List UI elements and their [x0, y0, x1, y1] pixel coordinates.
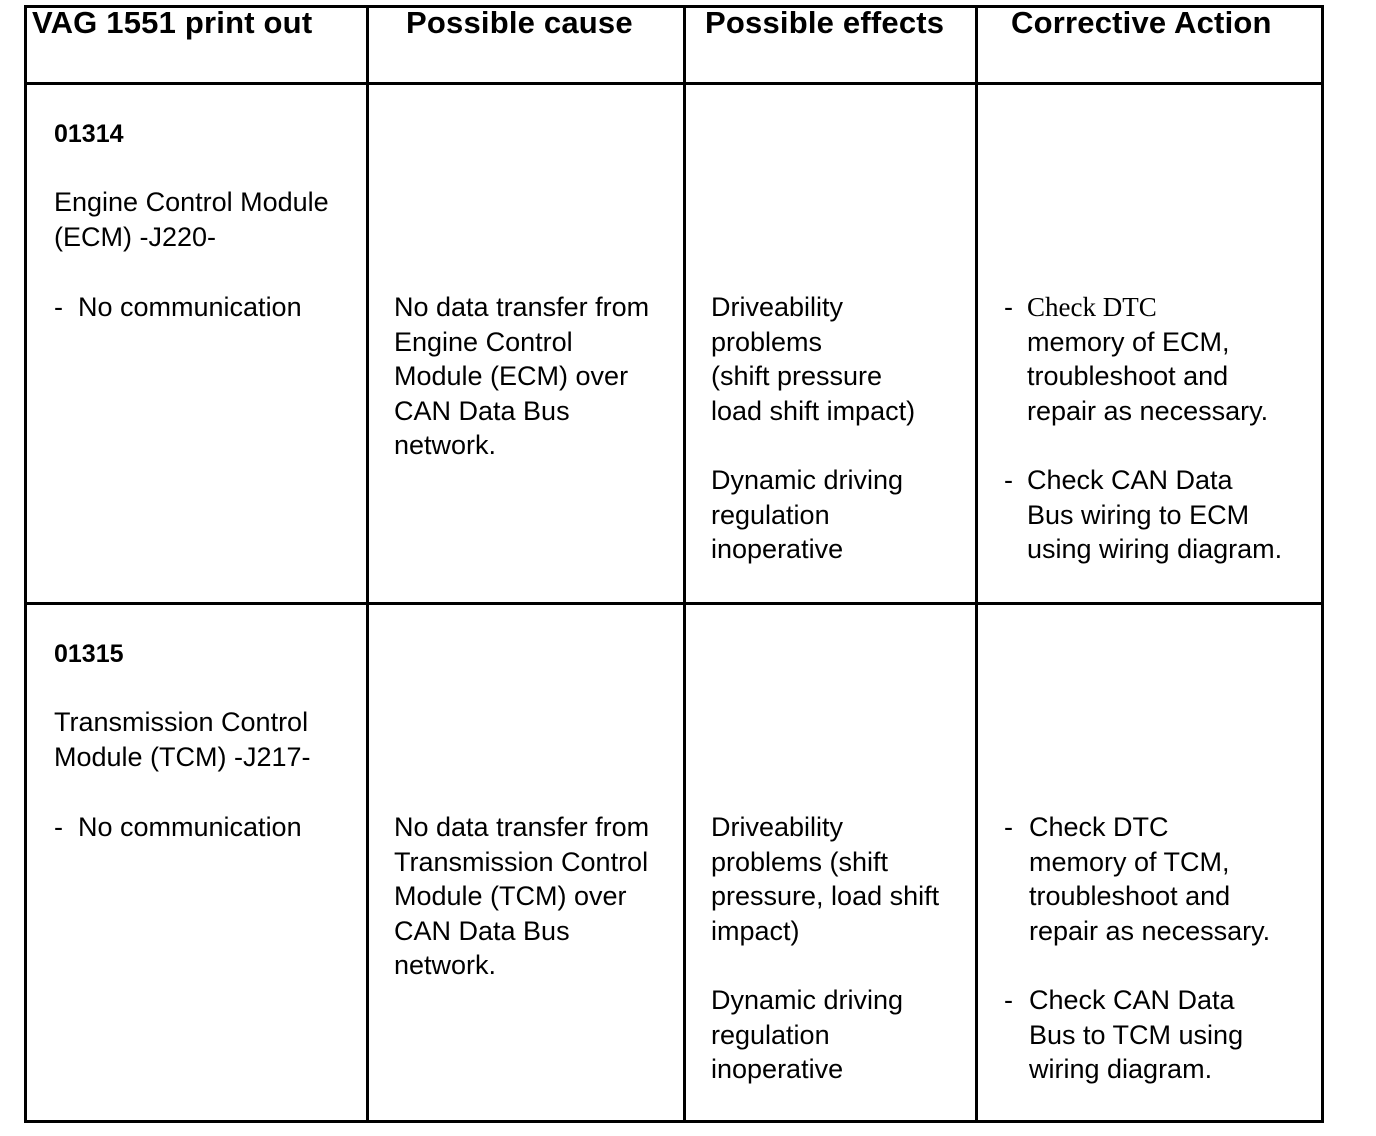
header-divider — [27, 82, 1321, 85]
row-divider — [27, 602, 1321, 605]
possible-effects-1: Driveability problems (shift pressure load shift impact) — [711, 292, 916, 426]
module-name: Engine Control Module (ECM) -J220- — [54, 187, 329, 252]
possible-cause: No data transfer from Engine Control Module (ECM) over CAN Data Bus network. — [394, 292, 650, 461]
header-effects: Possible effects — [705, 5, 945, 40]
module-name: Transmission Control Module (TCM) -J217- — [54, 707, 311, 772]
corrective-action-2: Check CAN Data Bus to TCM using wiring diagram. — [1029, 985, 1244, 1085]
fault-code: 01314 — [54, 120, 124, 148]
fault-status: No communication — [78, 292, 302, 322]
fault-status: No communication — [78, 812, 302, 842]
column-divider — [683, 8, 686, 1120]
possible-cause: No data transfer from Transmission Control Module (TCM) over CAN Data Bus network. — [394, 812, 650, 981]
possible-effects-2: Dynamic driving regulation inoperative — [711, 465, 904, 565]
possible-effects-1: Driveability problems (shift pressure, load shift impact) — [711, 812, 940, 946]
header-cause: Possible cause — [406, 5, 633, 40]
corrective-action-1: Check DTC memory of ECM, troubleshoot and repair as necessary. — [1027, 292, 1269, 426]
column-divider — [366, 8, 369, 1120]
corrective-action-2: Check CAN Data Bus wiring to ECM using wiring diagram. — [1027, 465, 1283, 565]
header-printout: VAG 1551 print out — [32, 5, 313, 40]
corrective-action-1: Check DTC memory of TCM, troubleshoot and repair as necessary. — [1029, 812, 1271, 946]
header-action: Corrective Action — [1011, 5, 1272, 40]
fault-code: 01315 — [54, 640, 124, 668]
column-divider — [975, 8, 978, 1120]
possible-effects-2: Dynamic driving regulation inoperative — [711, 985, 904, 1085]
